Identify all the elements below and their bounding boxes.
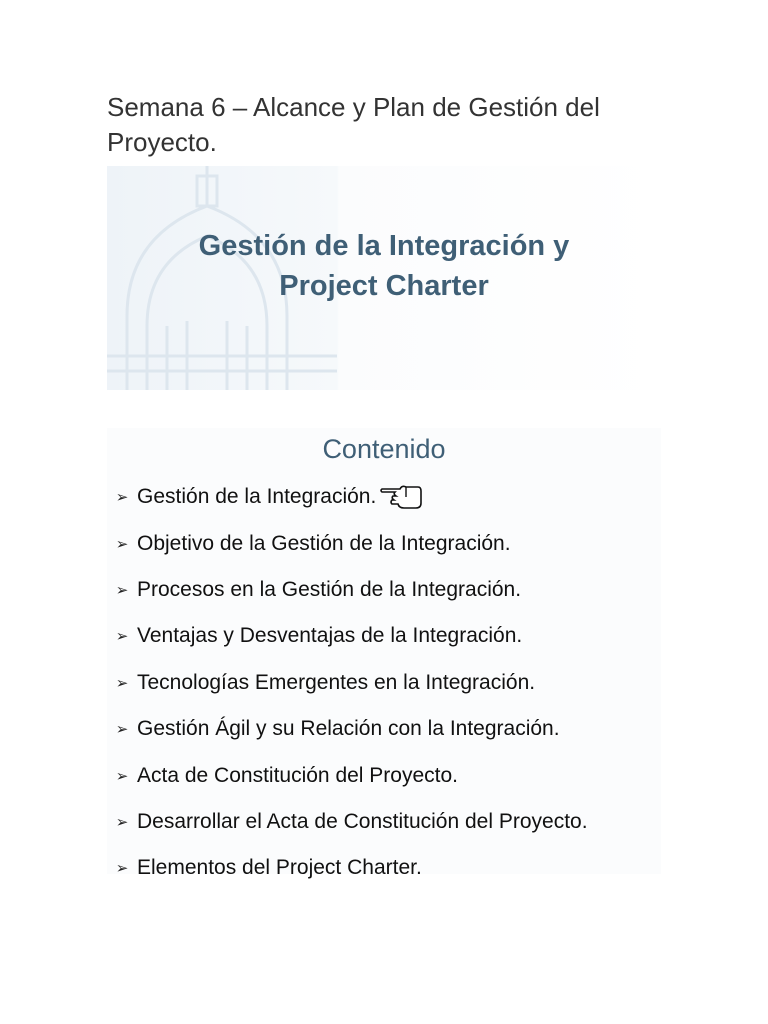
slide-contents-image (107, 428, 661, 880)
list-item (107, 752, 588, 798)
arrowhead-bullet-icon: ➢ (115, 628, 129, 646)
arrowhead-bullet-icon: ➢ (115, 721, 129, 739)
arrowhead-bullet-icon: ➢ (115, 581, 129, 599)
arrowhead-bullet-icon: ➢ (115, 489, 129, 507)
list-item-label: Acta de Constitución del Proyecto. (137, 763, 459, 787)
arrowhead-bullet-icon: ➢ (115, 860, 129, 878)
arrowhead-bullet-icon: ➢ (115, 535, 129, 553)
slide-title-line-2: Project Charter (279, 270, 489, 302)
arrowhead-bullet-icon: ➢ (115, 767, 129, 785)
list-item-label: Objetivo de la Gestión de la Integración. (137, 531, 511, 555)
list-item (107, 520, 588, 566)
contents-heading: Contenido (322, 434, 446, 464)
arrowhead-bullet-icon: ➢ (115, 813, 129, 831)
list-item-label: Gestión de la Integración. (137, 485, 377, 509)
list-item (107, 799, 588, 845)
slide-title-image (107, 166, 661, 390)
slide-title-line-1: Gestión de la Integración y (198, 230, 570, 262)
list-item (107, 845, 588, 891)
list-item (107, 613, 588, 659)
pointing-hand-icon (380, 483, 422, 511)
arrowhead-bullet-icon: ➢ (115, 674, 129, 692)
document-title: Semana 6 – Alcance y Plan de Gestión del Proyecto. (107, 92, 600, 157)
list-item (107, 660, 588, 706)
list-item-label: Gestión Ágil y su Relación con la Integración. (137, 717, 560, 741)
slide-title (107, 226, 661, 306)
list-item (107, 567, 588, 613)
contents-list (107, 474, 588, 892)
list-item (107, 474, 588, 520)
list-item-label: Procesos en la Gestión de la Integración. (137, 577, 522, 601)
list-item-label: Desarrollar el Acta de Constitución del Proyecto. (137, 809, 588, 833)
list-item (107, 706, 588, 752)
list-item-label: Elementos del Project Charter. (137, 856, 422, 880)
list-item-label: Ventajas y Desventajas de la Integración. (137, 624, 523, 648)
list-item-label: Tecnologías Emergentes en la Integración. (137, 670, 536, 694)
